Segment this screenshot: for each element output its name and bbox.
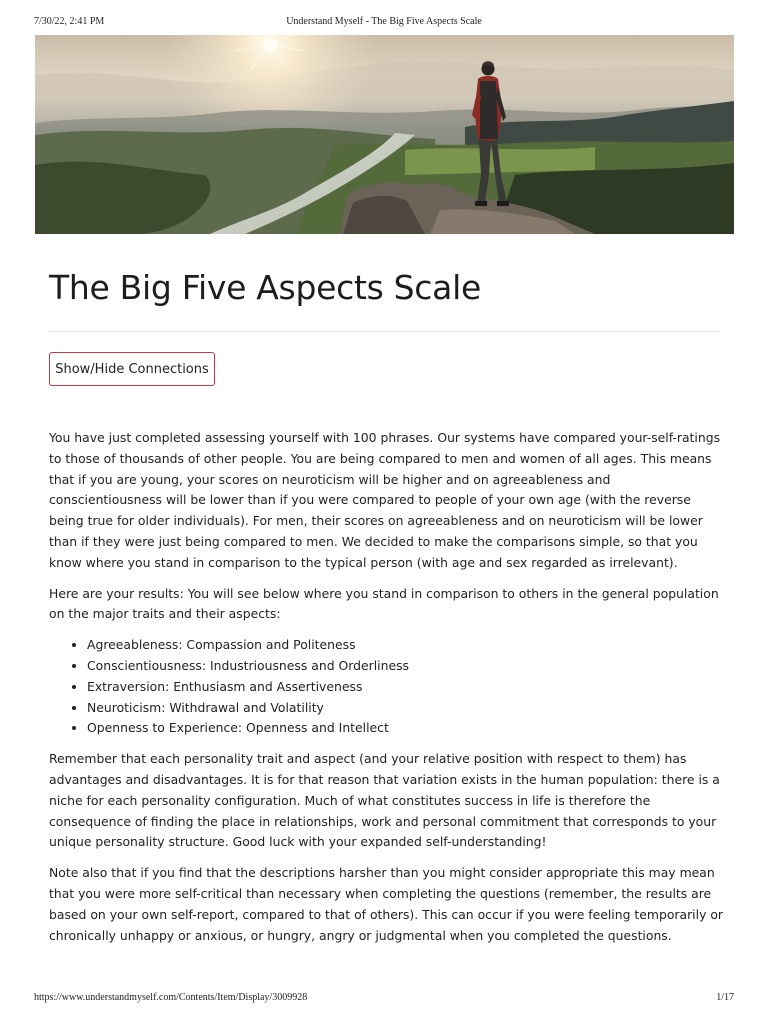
print-footer — [34, 992, 734, 1006]
hero-image — [35, 35, 734, 234]
list-item-conscientiousness: • Conscientiousness: Industriousness and Orderliness — [87, 656, 724, 677]
intro-paragraph: You have just completed assessing yourself with 100 phrases. Our systems have compared your-self-ratings to those of thousands of other people. You are being compared to men and women of all ages. This means that if you are young, your scores on neuroticism will be higher and on agreeableness and conscientiousness will be lower than if you were compared to people of your own age (with the reverse being true for older individuals). For men, their scores on agreeableness and on neuroticism will be lower than if they were just being compared to men. We decided to make the comparisons simple, so that you know where you stand in comparison to the typical person (with age and sex regarded as irrelevant). — [49, 430, 721, 570]
show-hide-connections-button[interactable]: Show/Hide Connections — [49, 352, 215, 386]
print-title: Understand Myself - The Big Five Aspects Scale — [286, 16, 482, 27]
traits-list — [49, 635, 724, 739]
title-divider — [49, 331, 719, 332]
list-item-agreeableness: • Agreeableness: Compassion and Politeness — [87, 635, 724, 656]
page-url: https://www.understandmyself.com/Contents/Item/Display/3009928 — [34, 992, 308, 1003]
note-paragraph: Note also that if you find that the descriptions harsher than you might consider appropriate this may mean that you were more self-critical than necessary when completing the questions (remember, the results are based on your own self-report, compared to that of others). This can occur if you were feeling temporarily or chronically unhappy or anxious, or hungry, angry or judgmental when you completed the questions. — [49, 865, 724, 943]
list-item-extraversion: • Extraversion: Enthusiasm and Assertiveness — [87, 677, 724, 698]
list-item-neuroticism: • Neuroticism: Withdrawal and Volatility — [87, 698, 724, 719]
remember-paragraph: Remember that each personality trait and aspect (and your relative position with respect to them) has advantages and disadvantages. It is for that reason that variation exists in the human population: there is a niche for each personality configuration. Much of what constitutes success in life is therefore the consequence of finding the place in relationships, work and personal commitment that corresponds to your unique personality structure. Good luck with your expanded self-understanding! — [49, 751, 720, 850]
print-header — [34, 16, 734, 30]
list-item-openness: • Openness to Experience: Openness and Intellect — [87, 718, 724, 739]
mountain-landscape-illustration — [35, 35, 734, 234]
results-intro-paragraph: Here are your results: You will see below where you stand in comparison to others in the general population on the major traits and their aspects: — [49, 585, 719, 622]
page-number: 1/17 — [716, 992, 734, 1003]
print-datetime: 7/30/22, 2:41 PM — [34, 16, 105, 27]
results-description — [49, 428, 724, 956]
page-title: The Big Five Aspects Scale — [49, 268, 481, 307]
